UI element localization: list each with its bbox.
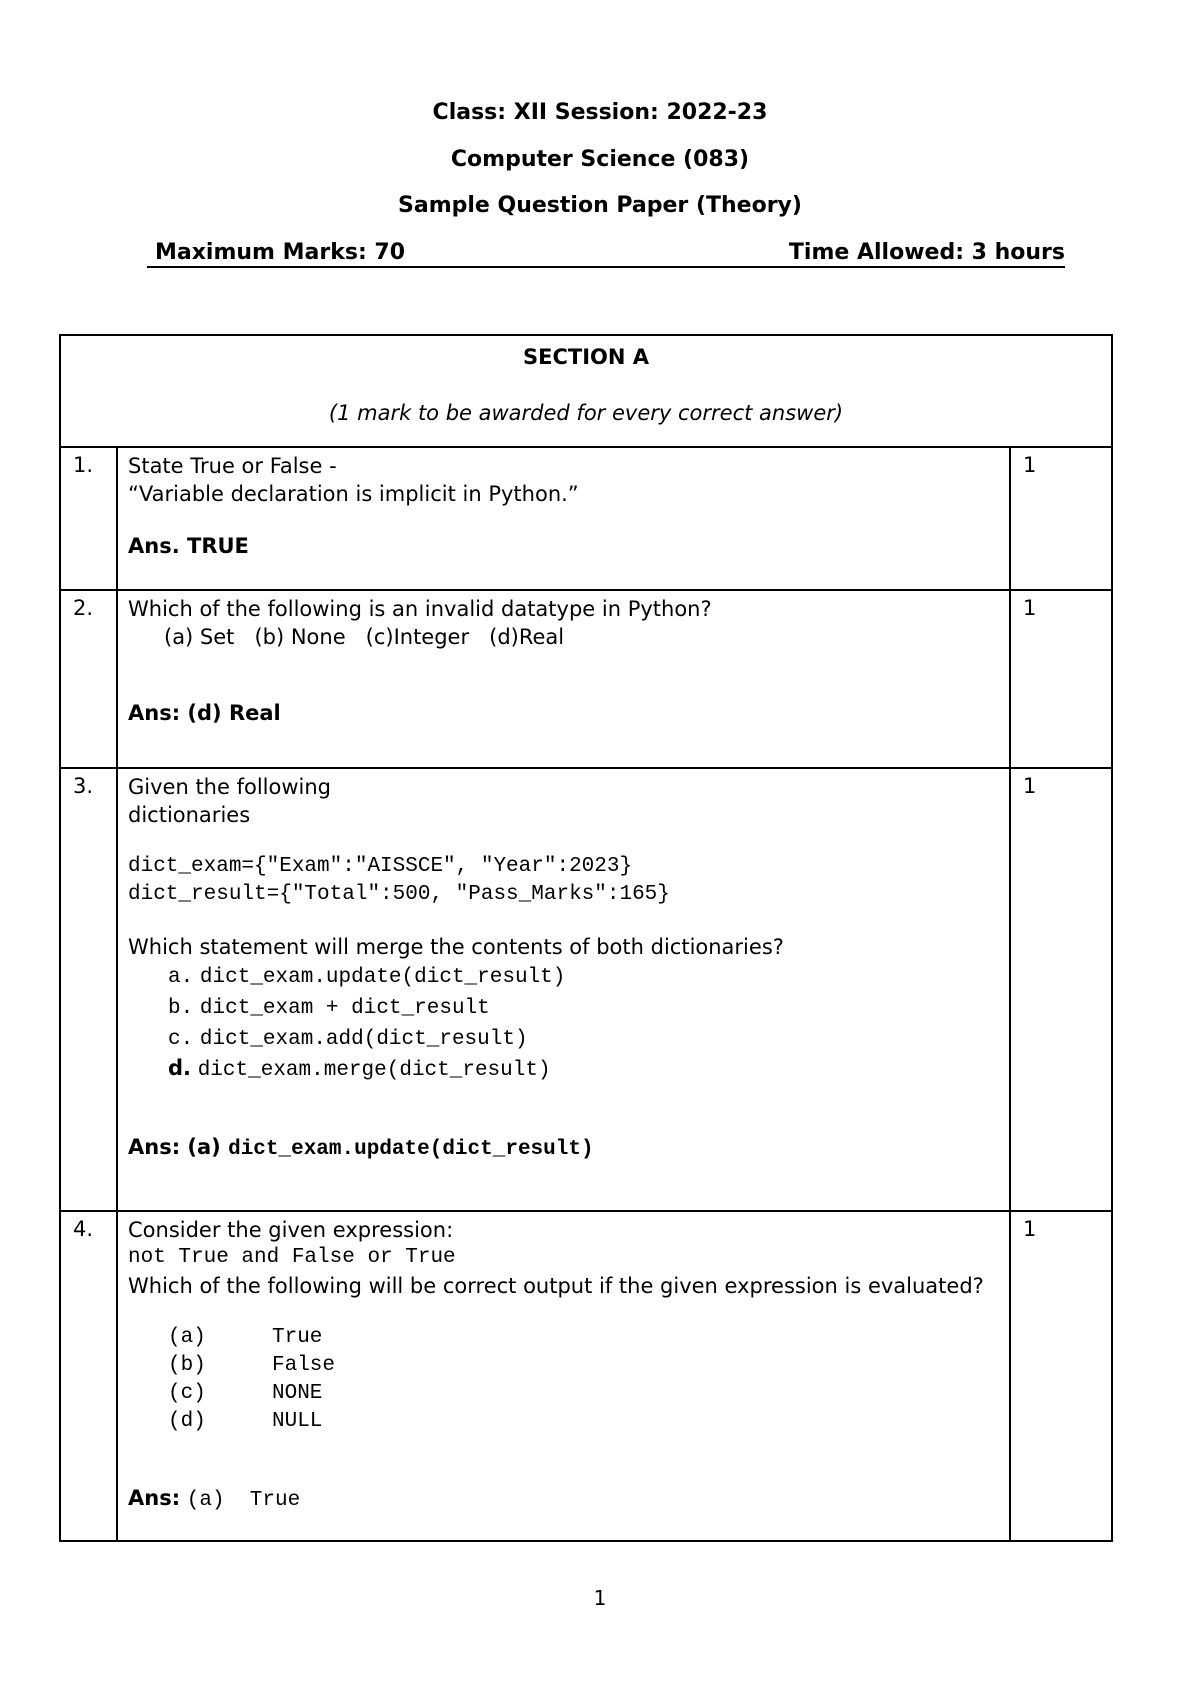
q4-option: (a) True <box>168 1326 323 1349</box>
question-row-2 <box>60 590 1112 768</box>
q4-answer: Ans: (a) True <box>128 1486 301 1512</box>
q3-option-a: a. dict_exam.update(dict_result) <box>168 966 566 989</box>
header-class-session: Class: XII Session: 2022-23 <box>432 100 768 125</box>
q3-answer: Ans: (a) dict_exam.update(dict_result) <box>128 1135 594 1161</box>
q2-answer-label: Ans <box>128 701 172 725</box>
q4-option: (d) NULL <box>168 1410 323 1433</box>
q3-code-line1: dict_exam={"Exam":"AISSCE", "Year":2023} <box>128 855 633 878</box>
question-body <box>117 590 1010 768</box>
q3-option-b: b. dict_exam + dict_result <box>168 997 490 1020</box>
page-number: 1 <box>593 1586 607 1610</box>
q2-text: Which of the following is an invalid datatype in Python? <box>128 597 712 621</box>
marks-time-row <box>147 240 1065 268</box>
max-marks: Maximum Marks: 70 <box>155 240 406 265</box>
q4-expression: not True and False or True <box>128 1246 456 1269</box>
question-row-3 <box>60 768 1112 1211</box>
question-table <box>59 334 1113 1542</box>
q2-options: (a) Set (b) None (c)Integer (d)Real <box>164 625 565 649</box>
time-allowed: Time Allowed: 3 hours <box>788 240 1065 265</box>
section-subtitle: (1 mark to be awarded for every correct answer) <box>328 401 844 425</box>
header-subject: Computer Science (083) <box>450 147 750 172</box>
q4-question: Which of the following will be correct output if the given expression is evaluated? <box>128 1274 984 1298</box>
question-number: 1. <box>60 447 117 590</box>
q3-option-c: c. dict_exam.add(dict_result) <box>168 1028 528 1051</box>
q4-option: (c) NONE <box>168 1382 323 1405</box>
q3-question: Which statement will merge the contents of both dictionaries? <box>128 935 784 959</box>
q3-option-d: d. dict_exam.merge(dict_result) <box>168 1056 551 1082</box>
question-marks: 1 <box>1010 1211 1112 1541</box>
q1-line2: “Variable declaration is implicit in Python.” <box>128 482 579 506</box>
section-title: SECTION A <box>523 345 650 369</box>
question-body <box>117 1211 1010 1541</box>
question-body <box>117 447 1010 590</box>
q3-line2: dictionaries <box>128 803 251 827</box>
question-row-4 <box>60 1211 1112 1541</box>
question-number: 4. <box>60 1211 117 1541</box>
question-marks: 1 <box>1010 447 1112 590</box>
q1-line1: State True or False - <box>128 454 337 478</box>
question-number: 3. <box>60 768 117 1211</box>
question-row-1 <box>60 447 1112 590</box>
header-paper-type: Sample Question Paper (Theory) <box>398 193 802 218</box>
question-marks: 1 <box>1010 768 1112 1211</box>
q3-code-line2: dict_result={"Total":500, "Pass_Marks":165} <box>128 883 670 906</box>
question-body <box>117 768 1010 1211</box>
q2-answer <box>128 699 1009 727</box>
section-header-row <box>60 335 1112 447</box>
q2-answer-value: : (d) Real <box>171 701 281 725</box>
q4-line1: Consider the given expression: <box>128 1218 454 1242</box>
q1-answer: Ans. TRUE <box>128 534 249 558</box>
q4-options <box>128 1324 1009 1436</box>
question-number: 2. <box>60 590 117 768</box>
q3-answer-code: dict_exam.update(dict_result) <box>228 1138 594 1161</box>
q4-option: (b) False <box>168 1354 336 1377</box>
question-marks: 1 <box>1010 590 1112 768</box>
q3-line1: Given the following <box>128 775 331 799</box>
